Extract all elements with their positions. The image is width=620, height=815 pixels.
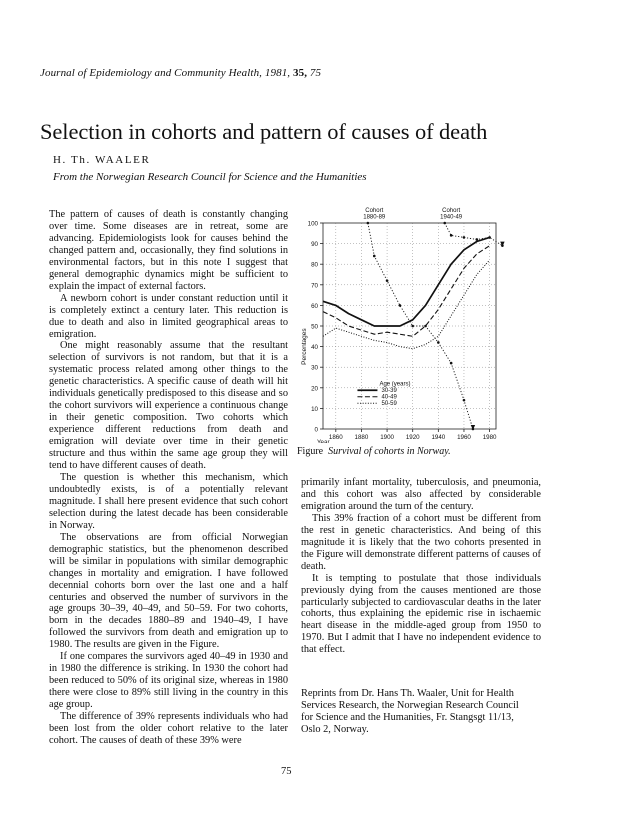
- legend-label: 50-59: [381, 401, 397, 408]
- cohort-point: [443, 222, 446, 225]
- series-line-50-59: [323, 260, 490, 349]
- reprints-line: Reprints from Dr. Hans Th. Waaler, Unit for Health: [301, 688, 514, 699]
- legend-label: 40-49: [381, 394, 397, 401]
- paragraph: The question is whether this mechanism, which undoubtedly exists, is of a potentially relevant magnitude. I shall here present evidence that such cohort selection during the latest decade has been considerable in Norway.: [49, 471, 288, 531]
- x-tick-label: 1860: [328, 434, 343, 441]
- reprints-line: Oslo 2, Norway.: [301, 723, 369, 735]
- paragraph: A newborn cohort is under constant reduction until it is completely extinct a century later. This reduction is due to death and also in limited geographical areas to emigration.: [49, 292, 288, 340]
- cohort-annotation-label: Cohort: [442, 208, 461, 214]
- figure-caption-text: Survival of cohorts in Norway.: [328, 446, 451, 457]
- series-line-30-39: [323, 237, 490, 326]
- journal-volume: 35,: [293, 67, 308, 79]
- legend-label: 30-39: [381, 388, 397, 395]
- x-tick-label: 1960: [457, 434, 471, 441]
- cohort-point: [463, 236, 466, 239]
- cohort-point: [367, 222, 370, 225]
- cohort-point: [386, 279, 389, 282]
- survival-chart: [296, 205, 541, 443]
- affiliation: From the Norwegian Research Council for Science and the Humanities: [53, 171, 367, 183]
- journal-name: Journal of Epidemiology and Community Health,: [40, 67, 263, 79]
- y-tick-label: 30: [311, 364, 318, 372]
- y-tick-label: 100: [307, 220, 318, 228]
- cohort-point: [450, 234, 453, 237]
- journal-page: 75: [309, 67, 322, 79]
- paragraph: The pattern of causes of death is constantly changing over time. Some diseases are in retreat, some are advancing. Epidemiologists look for causes behind the changed pattern and, occasionally, they find solutions in environmental factors, but in this note I suggest that general demographic dynamics might be sufficient to explain the impact of external factors.: [49, 209, 288, 292]
- cohort-point: [475, 238, 478, 241]
- y-tick-label: 0: [314, 426, 318, 434]
- cohort-arrowhead: [500, 242, 504, 247]
- reprints-line: Services Research, the Norwegian Research Council: [301, 699, 519, 711]
- cohort-point: [373, 255, 376, 258]
- figure-caption-label: Figure: [297, 446, 324, 457]
- y-tick-label: 50: [311, 323, 318, 331]
- paragraph: One might reasonably assume that the resultant selection of survivors is not random, but that it is a systematic process related among other things to the genetic characteristics. A specific cause of death will hit individuals genetically predisposed to this disease and so the cohort survivors will experience a continuous change in their genetic composition. Two cohorts which experience different reductions from death and emigration will deviate over time in their genetic structure and thus within the same age group they will tend to have different causes of death.: [49, 340, 288, 472]
- figure: [296, 205, 541, 443]
- paragraph: primarily infant mortality, tuberculosis, and pneumonia, and this cohort was also affected by considerable emigration around the turn of the century.: [301, 477, 541, 512]
- y-tick-label: 40: [311, 344, 318, 352]
- paragraph: The observations are from official Norwegian demographic statistics, but the phenomenon described will be similar in populations with similar demographic changes in mortality and emigration. I have followed decennial cohorts born over the last one and a half centuries and observed the number of survivors in the age groups 30–39, 40–49, and 50–59. For two cohorts, born in the decades 1880–89 and 1940–49, I have followed the survivors from death and emigration up to 1980. The results are given in the Figure.: [49, 531, 288, 651]
- page-number: 75: [281, 766, 292, 777]
- reprints-note: [301, 688, 541, 736]
- x-tick-label: 1900: [380, 434, 394, 441]
- paragraph: This 39% fraction of a cohort must be different from the rest in genetic characteristics. And being of this magnitude it is likely that the two cohorts presented in the Figure will demonstrate different patterns of causes of death.: [301, 512, 541, 572]
- cohort-point: [411, 325, 414, 328]
- x-tick-label: 1940: [431, 434, 446, 441]
- author: H. Th. WAALER: [53, 154, 151, 166]
- paragraph: If one compares the survivors aged 40–49 in 1930 and in 1980 the difference is striking. In 1930 the cohort had been reduced to 50% of its original size, whereas in 1980 there were close to 89% still living in the country in this age group.: [49, 651, 288, 711]
- right-column: [301, 477, 541, 656]
- paragraph: It is tempting to postulate that those individuals previously dying from the causes mentioned are those particularly subjected to cardiovascular deaths in the later cohorts, thus explaining the epidemic rise in ischaemic heart disease in the middle-aged group from 1950 to 1970. But I admit that I have no independent evidence to that effect.: [301, 572, 541, 656]
- y-tick-label: 20: [311, 385, 318, 393]
- cohort-point: [399, 304, 402, 307]
- journal-year: 1981,: [264, 67, 291, 79]
- journal-citation: [40, 67, 321, 79]
- x-axis-label: Year: [317, 439, 330, 443]
- series-line-cohort-1940-49: [445, 223, 503, 246]
- legend-title: Age (years): [379, 381, 411, 388]
- cohort-point: [437, 341, 440, 344]
- x-tick-label: 1880: [354, 434, 369, 441]
- y-tick-label: 60: [311, 302, 318, 310]
- cohort-point: [463, 399, 466, 402]
- cohort-point: [450, 362, 453, 365]
- cohort-point: [424, 325, 427, 328]
- y-tick-label: 10: [311, 405, 318, 413]
- paragraph: The difference of 39% represents individuals who had been lost from the older cohort relative to the later cohort. The causes of death of these 39% were: [49, 711, 288, 746]
- y-tick-label: 80: [311, 261, 318, 269]
- y-tick-label: 70: [311, 282, 318, 290]
- cohort-annotation-label: Cohort: [365, 208, 384, 214]
- cohort-annotation-label: 1880-89: [363, 214, 386, 221]
- figure-caption: [297, 446, 451, 457]
- x-tick-label: 1920: [405, 434, 420, 441]
- cohort-point: [488, 236, 491, 239]
- y-tick-label: 90: [311, 241, 318, 249]
- article-title: Selection in cohorts and pattern of causes of death: [40, 119, 488, 144]
- y-axis-label: Percentages: [301, 328, 308, 365]
- cohort-annotation-label: 1940-49: [440, 214, 463, 221]
- reprints-line: for Science and the Humanities, Fr. Stangsgt 11/13,: [301, 711, 514, 723]
- x-tick-label: 1980: [482, 434, 497, 441]
- left-column: [49, 209, 288, 747]
